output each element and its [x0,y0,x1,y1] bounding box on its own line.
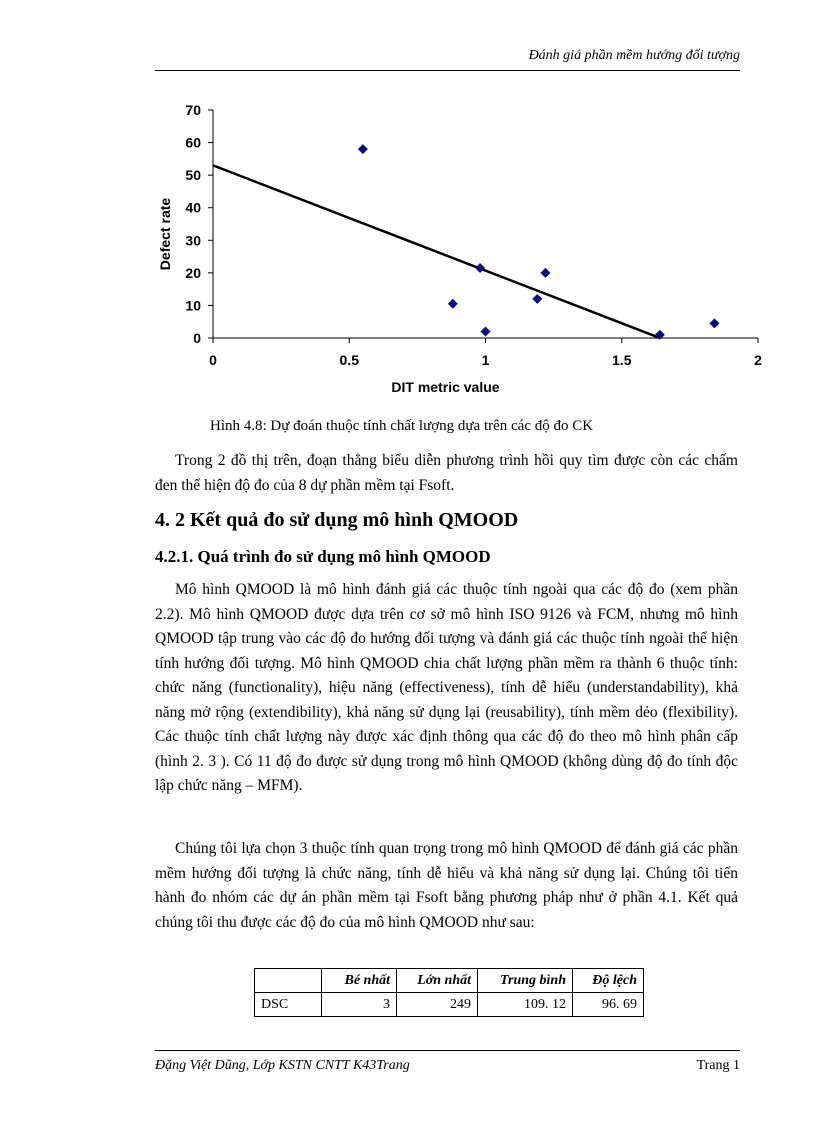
y-tick-label: 20 [185,264,201,281]
subsection-heading: 4.2.1. Quá trình đo sử dụng mô hình QMOOD [155,547,491,566]
paragraph-regression-note: Trong 2 đồ thị trên, đoạn thẳng biểu diễn phương trình hồi quy tìm được còn các chấm đen thể hiện độ đo của 8 dự phần mềm tại Fsoft. [155,452,738,494]
x-tick-label: 0 [209,352,217,368]
table-cell: 3 [322,993,397,1017]
x-tick-label: 0.5 [339,352,359,368]
y-tick-label: 0 [193,330,201,346]
table-header-cell: Bé nhất [322,969,397,993]
table-header-cell: Độ lệch [573,969,644,993]
x-tick-label: 1.5 [612,352,632,368]
footer-divider [155,1050,740,1051]
data-point [448,299,458,309]
y-tick-label: 10 [185,297,201,314]
data-point [481,326,491,336]
paragraph-qmood-model: Mô hình QMOOD là mô hình đánh giá các thuộc tính ngoài qua các độ đo (xem phần 2.2). Mô hình QMOOD được dựa trên cơ sở mô hình ISO 9126 và FCM, nhưng mô hình QMOOD tập trung vào các độ đo hướng đối tượng và đánh giá các thuộc tính ngoài thể hiện tính hướng đối tượng. Mô hình QMOOD chia chất lượng phần mềm ra thành 6 thuộc tính: chức năng (functionality), hiệu năng (effectiveness), tính dễ hiểu (understandability), khả năng mở rộng (extendibility), khả năng sử dụng lại (reusability), tính mềm dẻo (flexibility). Các thuộc tính chất lượng này được xác định thông qua các độ đo theo mô hình phân cấp (hình 2. 3 ). Có 11 độ đo được sử dụng trong mô hình QMOOD (không dùng độ đo tính độc lập chức năng – MFM). [155,581,738,794]
data-point [532,294,542,304]
y-tick-label: 60 [185,134,201,151]
table-cell: 249 [397,993,478,1017]
y-tick-label: 70 [185,102,201,118]
footer-author: Đặng Việt Dũng, Lớp KSTN CNTT K43Trang [155,1058,410,1073]
header-divider [155,70,740,71]
chart-svg [150,100,770,405]
table-cell: DSC [255,993,322,1017]
qmood-stats-table [254,968,644,1017]
paragraph-qmood-selection: Chúng tôi lựa chọn 3 thuộc tính quan trọng trong mô hình QMOOD để đánh giá các phần mềm hướng đối tượng là chức năng, tính dễ hiểu và khả năng sử dụng lại. Chúng tôi tiến hành đo nhóm các dự án phần mềm tại Fsoft bằng phương pháp như ở phần 4.1. Kết quả chúng tôi thu được các độ đo của mô hình QMOOD như sau: [155,840,738,931]
y-tick-label: 40 [185,199,201,216]
regression-line [213,165,660,338]
section-heading: 4. 2 Kết quả đo sử dụng mô hình QMOOD [155,509,519,531]
table-header-cell [255,969,322,993]
data-point [540,268,550,278]
y-axis-label: Defect rate [157,197,173,271]
table-cell: 96. 69 [573,993,644,1017]
figure-caption: Hình 4.8: Dự đoán thuộc tính chất lượng dựa trên các độ đo CK [210,418,594,434]
scatter-chart [150,100,770,405]
footer-page-number: Trang 1 [696,1058,740,1073]
page-header: Đánh giá phần mềm hướng đối tượng [528,48,740,63]
y-tick-label: 50 [185,167,201,184]
table-header-row [255,969,644,993]
data-point [358,144,368,154]
table-header-cell: Lớn nhất [397,969,478,993]
data-point [475,263,485,273]
table-row [255,993,644,1017]
table-header-cell: Trung bình [478,969,573,993]
x-tick-label: 2 [754,352,762,368]
x-tick-label: 1 [481,352,490,368]
x-axis-label: DIT metric value [391,379,500,395]
table-cell: 109. 12 [478,993,573,1017]
y-tick-label: 30 [185,232,201,249]
data-point [709,318,719,328]
